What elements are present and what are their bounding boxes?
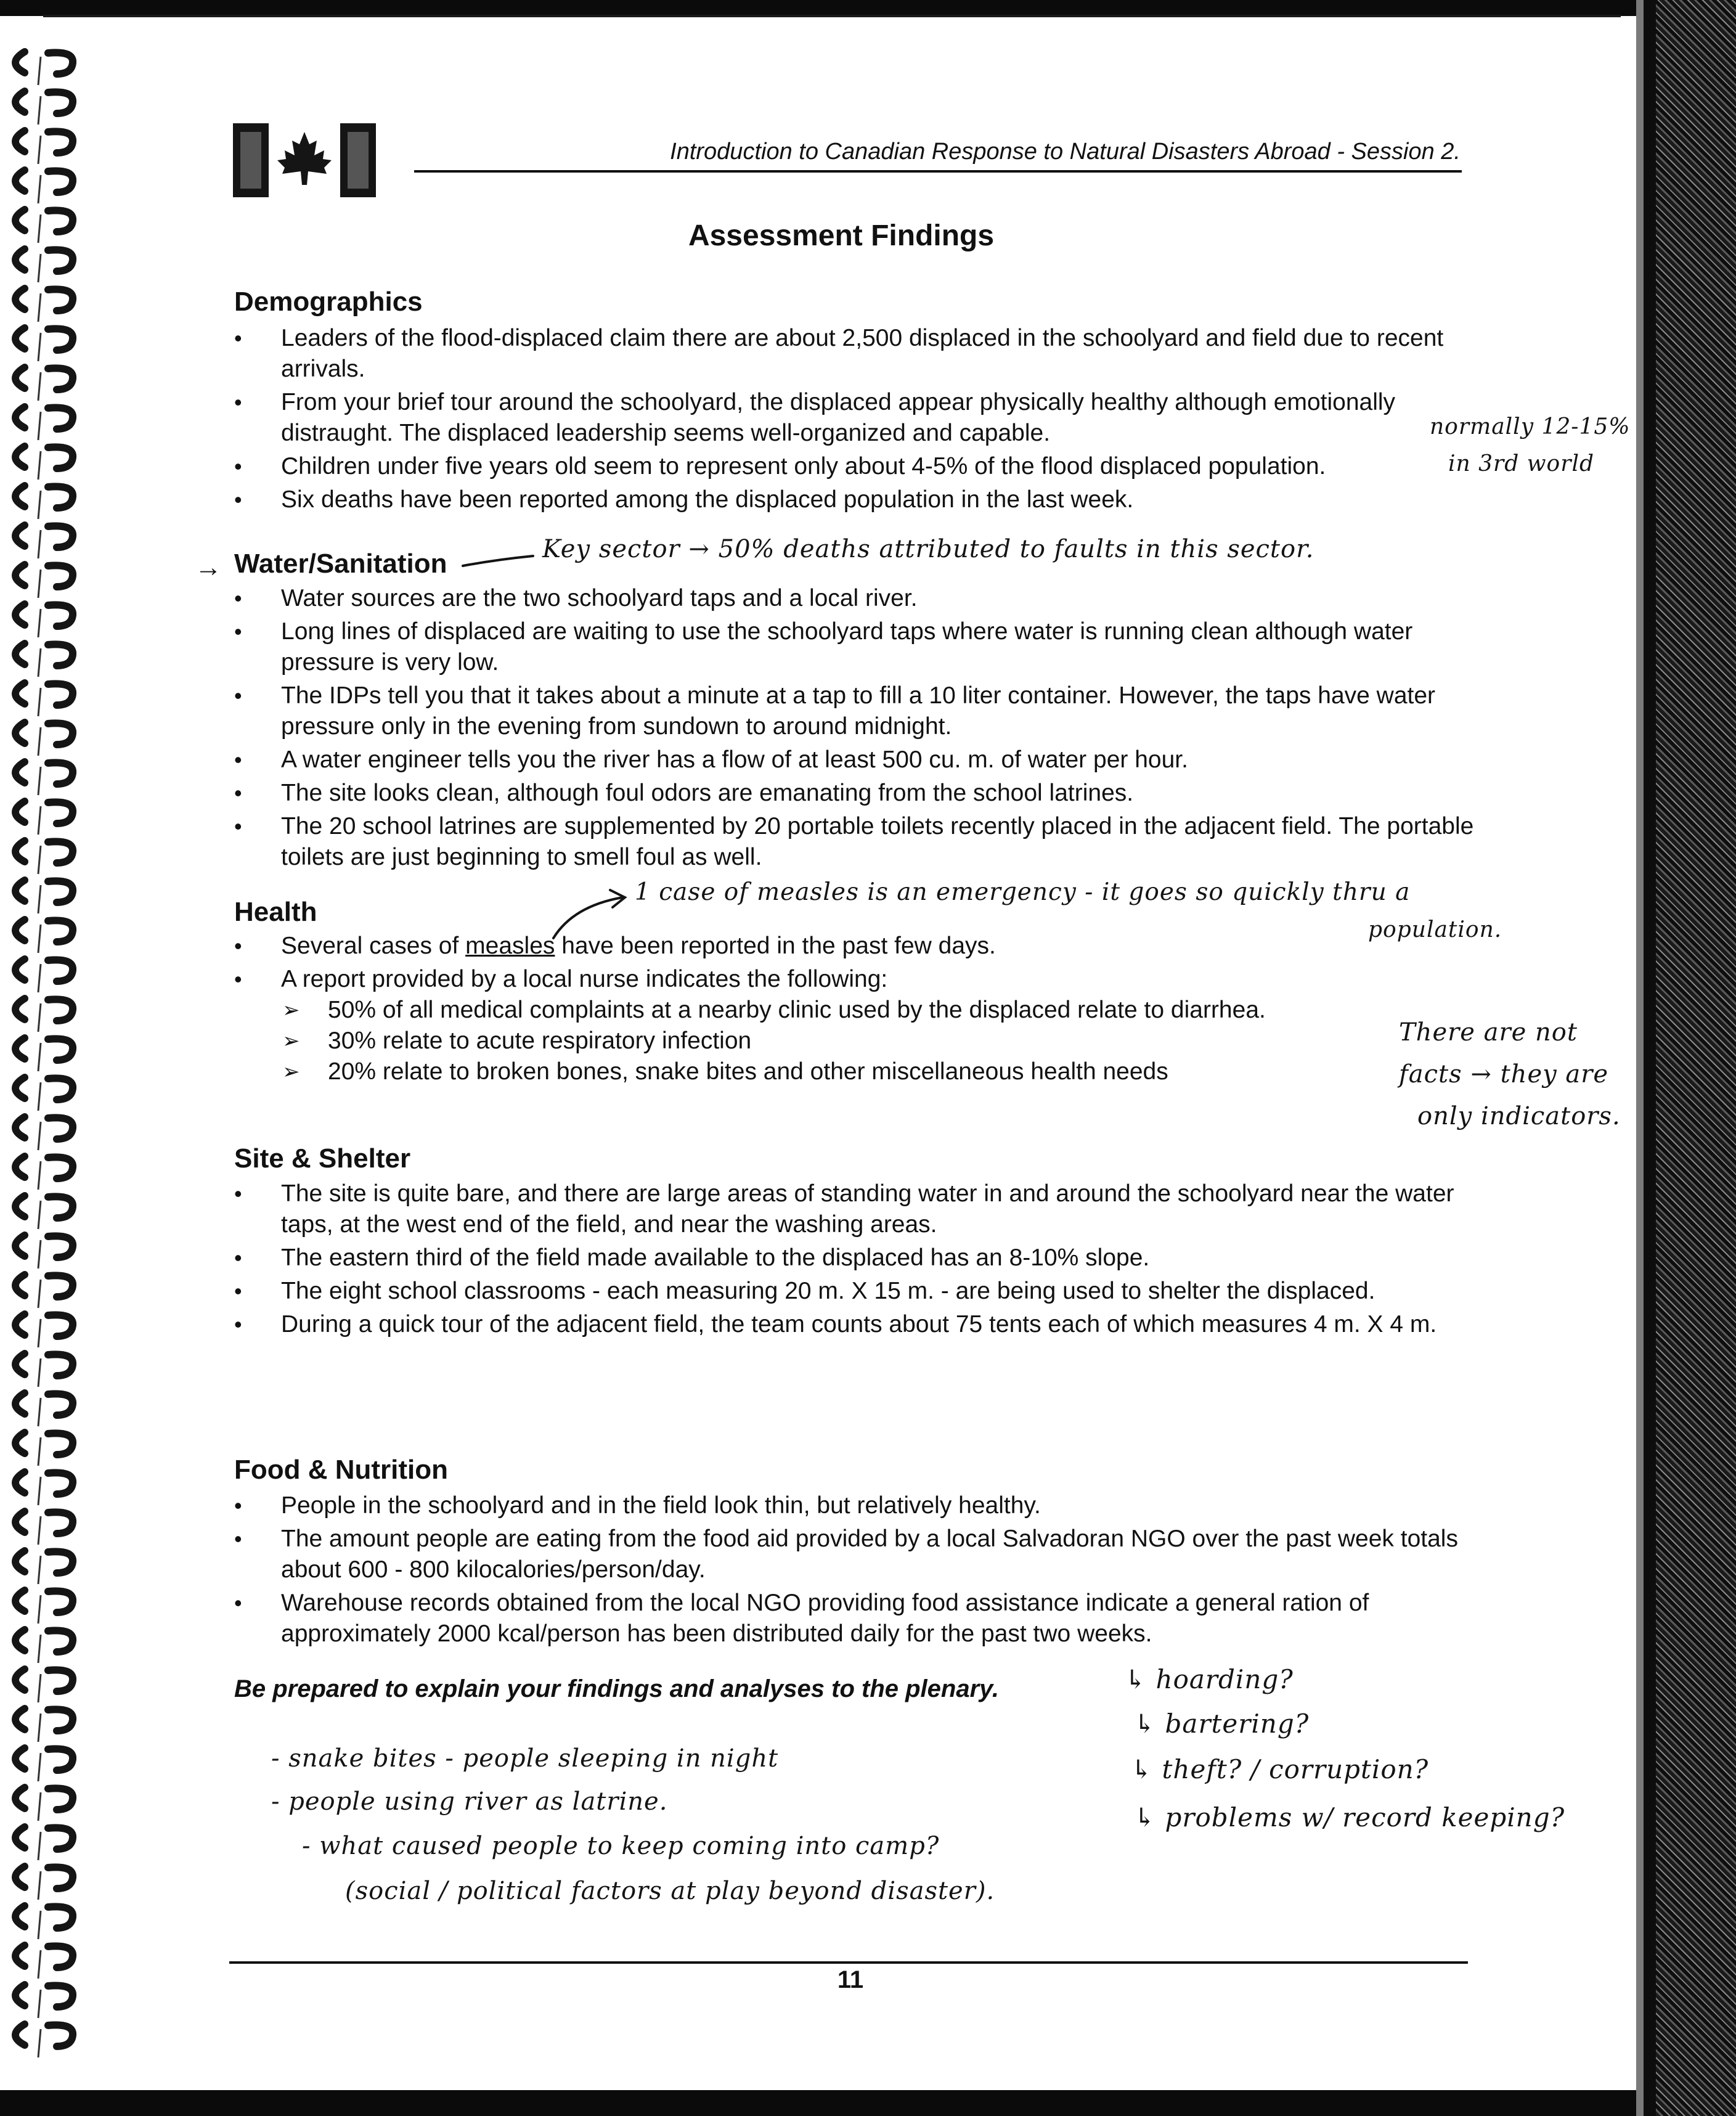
annotation-water: Key sector → 50% deaths attributed to faults in this sector. bbox=[542, 535, 1314, 563]
spiral-coil-left bbox=[15, 525, 25, 546]
spiral-coil-right bbox=[48, 250, 73, 271]
spiral-wire bbox=[38, 96, 41, 125]
spiral-wire bbox=[38, 1398, 41, 1426]
spiral-wire bbox=[38, 1792, 41, 1821]
spiral-coil-right bbox=[48, 92, 73, 113]
spiral-coil-left bbox=[15, 1511, 25, 1532]
spiral-coil-right bbox=[48, 1315, 73, 1336]
spiral-wire bbox=[38, 1003, 41, 1032]
spiral-coil-right bbox=[48, 1749, 73, 1770]
spiral-coil-left bbox=[15, 1196, 25, 1217]
list-item: • The eastern third of the field made available to the displaced has an 8-10% slope. bbox=[234, 1243, 1479, 1273]
spiral-coil-right bbox=[48, 684, 73, 705]
list-item: • The IDPs tell you that it takes about a minute at a tap to fill a 10 liter container. However, the taps have water pressure only in the evening from sundown to around midnight. bbox=[234, 680, 1479, 742]
spiral-coil-right bbox=[48, 1591, 73, 1612]
spiral-coil-left bbox=[15, 446, 25, 467]
spiral-coil-right bbox=[48, 960, 73, 981]
spiral-coil-left bbox=[15, 210, 25, 231]
list-item: • The 20 school latrines are supplemented by 20 portable toilets recently placed in the adjacent field. The portable toilets are just beginning to smell foul as well. bbox=[234, 811, 1479, 873]
spiral-wire bbox=[38, 1990, 41, 2018]
annotation-demographics-2: in 3rd world bbox=[1448, 451, 1594, 476]
spiral-coil-right bbox=[48, 881, 73, 902]
spiral-wire bbox=[38, 767, 41, 795]
spiral-wire bbox=[38, 1280, 41, 1308]
spiral-coil-right bbox=[48, 1394, 73, 1415]
heading-food-nutrition: Food & Nutrition bbox=[234, 1455, 449, 1485]
sub-list-item: ➢ 30% relate to acute respiratory infection bbox=[281, 1026, 1479, 1056]
spiral-wire bbox=[38, 1122, 41, 1150]
list-item: • A water engineer tells you the river has a flow of at least 500 cu. m. of water per hour. bbox=[234, 745, 1479, 775]
list-item bbox=[234, 964, 1479, 1087]
list-food-nutrition bbox=[234, 1490, 1479, 1652]
spiral-coil-right bbox=[48, 1473, 73, 1494]
spiral-wire bbox=[38, 57, 41, 85]
list-item: • From your brief tour around the schoolyard, the displaced appear physically healthy although emotionally distraught. The displaced leadership seems well-organized and capable. bbox=[234, 387, 1479, 449]
list-item: • Water sources are the two schoolyard taps and a local river. bbox=[234, 583, 1479, 614]
list-item: • During a quick tour of the adjacent field, the team counts about 75 tents each of which measures 4 m. X 4 m. bbox=[234, 1309, 1479, 1340]
spiral-coil-right bbox=[48, 329, 73, 350]
closing-instruction: Be prepared to explain your findings and analyses to the plenary. bbox=[234, 1675, 1000, 1702]
spiral-coil-right bbox=[48, 447, 73, 468]
spiral-coil-right bbox=[48, 1828, 73, 1849]
annotation-food-1: ↳ hoarding? bbox=[1125, 1664, 1294, 1694]
spiral-coil-left bbox=[15, 1827, 25, 1848]
spiral-coil-left bbox=[15, 1866, 25, 1887]
nurse-report-sublist bbox=[281, 995, 1479, 1087]
spiral-coil-right bbox=[48, 605, 73, 626]
spiral-coil-right bbox=[48, 1867, 73, 1889]
spiral-coil-left bbox=[15, 643, 25, 664]
list-item bbox=[234, 931, 1479, 962]
list-item: • Warehouse records obtained from the local NGO providing food assistance indicate a general ration of approximately 2000 kcal/person has been distributed daily for the past two weeks. bbox=[234, 1588, 1479, 1649]
spiral-wire bbox=[38, 1319, 41, 1347]
spiral-wire bbox=[38, 254, 41, 282]
spiral-wire bbox=[38, 136, 41, 164]
spiral-wire bbox=[38, 1832, 41, 1860]
measles-text-before: Several cases of bbox=[281, 933, 466, 959]
scan-bottom-edge bbox=[0, 2090, 1736, 2116]
spiral-coil-right bbox=[48, 841, 73, 863]
spiral-wire bbox=[38, 1753, 41, 1781]
spiral-coil-right bbox=[48, 1354, 73, 1376]
spiral-coil-right bbox=[48, 1906, 73, 1928]
spiral-coil-left bbox=[15, 920, 25, 941]
spiral-coil-right bbox=[48, 368, 73, 390]
spiral-coil-right bbox=[48, 1630, 73, 1652]
spiral-coil-right bbox=[48, 1709, 73, 1731]
spiral-wire bbox=[38, 2029, 41, 2057]
annotation-bottom-2: - people using river as latrine. bbox=[271, 1787, 668, 1816]
spiral-wire bbox=[38, 530, 41, 558]
annotation-health-2: population. bbox=[1368, 917, 1502, 942]
spiral-coil-left bbox=[15, 1669, 25, 1690]
spiral-wire bbox=[38, 846, 41, 874]
spiral-wire bbox=[38, 451, 41, 480]
spiral-wire bbox=[38, 1516, 41, 1545]
handwritten-arrow-mark: → bbox=[195, 552, 222, 582]
handwritten-arrow-stroke bbox=[548, 881, 635, 943]
spiral-wire bbox=[38, 1595, 41, 1624]
spiral-coil-right bbox=[48, 920, 73, 942]
spiral-coil-left bbox=[15, 131, 25, 152]
spiral-wire bbox=[38, 885, 41, 913]
scan-top-edge bbox=[0, 0, 1736, 16]
spiral-coil-right bbox=[48, 1078, 73, 1100]
spiral-coil-left bbox=[15, 1985, 25, 2006]
header-rule bbox=[414, 170, 1462, 173]
spiral-wire bbox=[38, 175, 41, 203]
spiral-coil-left bbox=[15, 1038, 25, 1059]
spiral-wire bbox=[38, 1082, 41, 1111]
list-item: • Six deaths have been reported among the displaced population in the last week. bbox=[234, 484, 1479, 515]
spiral-coil-left bbox=[15, 1906, 25, 1927]
spiral-wire bbox=[38, 1201, 41, 1229]
list-item: • The eight school classrooms - each measuring 20 m. X 15 m. - are being used to shelter the displaced. bbox=[234, 1276, 1479, 1307]
spiral-coil-left bbox=[15, 288, 25, 309]
spiral-coil-left bbox=[15, 762, 25, 783]
heading-health: Health bbox=[234, 897, 317, 927]
spiral-coil-left bbox=[15, 407, 25, 428]
spiral-wire bbox=[38, 1911, 41, 1939]
spiral-coil-left bbox=[15, 683, 25, 704]
spiral-wire bbox=[38, 214, 41, 243]
spiral-coil-left bbox=[15, 999, 25, 1019]
list-item: • The site looks clean, although foul odors are emanating from the school latrines. bbox=[234, 778, 1479, 809]
spiral-coil-left bbox=[15, 1117, 25, 1138]
spiral-coil-right bbox=[48, 644, 73, 666]
spiral-coil-left bbox=[15, 801, 25, 822]
spiral-coil-left bbox=[15, 959, 25, 980]
spiral-coil-left bbox=[15, 2024, 25, 2045]
spiral-coil-left bbox=[15, 1314, 25, 1335]
spiral-wire bbox=[38, 1950, 41, 1979]
spiral-wire bbox=[38, 1477, 41, 1505]
scan-top-rule bbox=[43, 15, 1621, 17]
spiral-coil-left bbox=[15, 249, 25, 270]
spiral-coil-left bbox=[15, 1630, 25, 1651]
list-site-shelter bbox=[234, 1179, 1479, 1342]
spiral-wire bbox=[38, 925, 41, 953]
spiral-coil-left bbox=[15, 328, 25, 349]
spiral-coil-left bbox=[15, 1393, 25, 1414]
spiral-coil-left bbox=[15, 1275, 25, 1296]
spiral-wire bbox=[38, 727, 41, 756]
spiral-coil-right bbox=[48, 1946, 73, 1967]
spiral-coil-right bbox=[48, 1275, 73, 1297]
spiral-wire bbox=[38, 688, 41, 716]
footer-rule bbox=[229, 1961, 1468, 1964]
annotation-bottom-3: - what caused people to keep coming into camp? bbox=[302, 1832, 940, 1860]
spiral-coil-right bbox=[48, 2025, 73, 2046]
sub-list-item: ➢ 20% relate to broken bones, snake bites and other miscellaneous health needs bbox=[281, 1056, 1479, 1087]
spiral-coil-right bbox=[48, 526, 73, 547]
spiral-coil-right bbox=[48, 1117, 73, 1139]
spiral-coil-right bbox=[48, 52, 73, 74]
spiral-wire bbox=[38, 412, 41, 440]
spiral-coil-left bbox=[15, 1235, 25, 1256]
spiral-coil-left bbox=[15, 91, 25, 112]
measles-word: measles bbox=[465, 933, 555, 959]
list-item: • The amount people are eating from the food aid provided by a local Salvadoran NGO over the past week totals about 600 - 800 kilocalories/person/day. bbox=[234, 1524, 1479, 1585]
header-title: Introduction to Canadian Response to Natural Disasters Abroad - Session 2. bbox=[670, 139, 1461, 165]
spiral-coil-left bbox=[15, 1551, 25, 1572]
spiral-coil-right bbox=[48, 1788, 73, 1810]
spiral-wire bbox=[38, 333, 41, 361]
annotation-facts-2: facts → they are bbox=[1399, 1060, 1609, 1089]
spiral-coil-left bbox=[15, 1354, 25, 1375]
spiral-coil-left bbox=[15, 486, 25, 507]
spiral-coil-right bbox=[48, 762, 73, 784]
list-item: • Children under five years old seem to represent only about 4-5% of the flood displaced population. bbox=[234, 451, 1479, 482]
spiral-wire bbox=[38, 1871, 41, 1900]
spiral-wire bbox=[38, 1437, 41, 1466]
nurse-report-text: A report provided by a local nurse indicates the following: bbox=[281, 966, 888, 992]
spiral-coil-right bbox=[48, 1196, 73, 1218]
spiral-coil-left bbox=[15, 1472, 25, 1493]
spiral-coil-left bbox=[15, 565, 25, 586]
spiral-wire bbox=[38, 491, 41, 519]
spiral-wire bbox=[38, 1240, 41, 1268]
spiral-coil-left bbox=[15, 1432, 25, 1453]
spiral-coil-left bbox=[15, 1590, 25, 1611]
spiral-coil-left bbox=[15, 367, 25, 388]
spiral-coil-left bbox=[15, 1156, 25, 1177]
list-item: • The site is quite bare, and there are large areas of standing water in and around the schoolyard near the water taps, at the west end of the field, and near the washing areas. bbox=[234, 1179, 1479, 1240]
list-health bbox=[234, 931, 1479, 1090]
spiral-coil-right bbox=[48, 1157, 73, 1179]
spiral-wire bbox=[38, 372, 41, 401]
annotation-facts-1: There are not bbox=[1399, 1018, 1578, 1047]
list-item: • People in the schoolyard and in the field look thin, but relatively healthy. bbox=[234, 1490, 1479, 1521]
spiral-wire bbox=[38, 1556, 41, 1584]
spiral-wire bbox=[38, 293, 41, 322]
spiral-coil-left bbox=[15, 604, 25, 625]
spiral-coil-left bbox=[15, 1709, 25, 1730]
spiral-wire bbox=[38, 1635, 41, 1663]
annotation-health-1: 1 case of measles is an emergency - it goes so quickly thru a bbox=[635, 878, 1411, 906]
spiral-wire bbox=[38, 1674, 41, 1702]
heading-demographics: Demographics bbox=[234, 287, 423, 317]
spiral-coil-right bbox=[48, 486, 73, 508]
annotation-bottom-4: (social / political factors at play beyond disaster). bbox=[345, 1877, 995, 1905]
spiral-coil-right bbox=[48, 407, 73, 429]
spiral-wire bbox=[38, 570, 41, 598]
list-water-sanitation bbox=[234, 583, 1479, 875]
spiral-wire bbox=[38, 648, 41, 677]
spiral-coil-right bbox=[48, 289, 73, 311]
spiral-wire bbox=[38, 806, 41, 835]
canada-flag-logo bbox=[233, 123, 376, 197]
heading-site-shelter: Site & Shelter bbox=[234, 1143, 411, 1174]
spiral-coil-right bbox=[48, 565, 73, 587]
spiral-wire bbox=[38, 1161, 41, 1190]
annotation-food-2: ↳ bartering? bbox=[1134, 1709, 1310, 1739]
spiral-coil-right bbox=[48, 999, 73, 1021]
spiral-coil-right bbox=[48, 1551, 73, 1573]
spiral-coil-left bbox=[15, 1945, 25, 1966]
spiral-coil-left bbox=[15, 1748, 25, 1769]
heading-water-sanitation: Water/Sanitation bbox=[234, 549, 447, 579]
spiral-coil-left bbox=[15, 880, 25, 901]
spiral-coil-right bbox=[48, 210, 73, 232]
spiral-coil-right bbox=[48, 171, 73, 192]
annotation-facts-3: only indicators. bbox=[1417, 1102, 1621, 1130]
spiral-coil-right bbox=[48, 802, 73, 823]
annotation-food-3: ↳ theft? / corruption? bbox=[1131, 1754, 1429, 1784]
page-number: 11 bbox=[837, 1966, 864, 1993]
list-item: • Leaders of the flood-displaced claim there are about 2,500 displaced in the schoolyard and field due to recent arrivals. bbox=[234, 323, 1479, 385]
spiral-coil-right bbox=[48, 1236, 73, 1257]
spiral-coil-left bbox=[15, 52, 25, 73]
scan-right-edge bbox=[1656, 0, 1736, 2116]
annotation-demographics-1: normally 12-15% bbox=[1430, 414, 1631, 439]
spiral-coil-left bbox=[15, 722, 25, 743]
spiral-coil-right bbox=[48, 1039, 73, 1060]
spiral-wire bbox=[38, 1043, 41, 1071]
spiral-wire bbox=[38, 964, 41, 992]
page-title: Assessment Findings bbox=[688, 219, 995, 252]
spiral-binding bbox=[0, 37, 117, 2059]
spiral-coil-left bbox=[15, 1077, 25, 1098]
annotation-food-4: ↳ problems w/ record keeping? bbox=[1134, 1802, 1565, 1832]
spiral-wire bbox=[38, 1714, 41, 1742]
sub-list-item: ➢ 50% of all medical complaints at a nearby clinic used by the displaced relate to diarrhea. bbox=[281, 995, 1479, 1026]
spiral-coil-left bbox=[15, 1787, 25, 1808]
spiral-coil-left bbox=[15, 841, 25, 862]
list-item: • Long lines of displaced are waiting to use the schoolyard taps where water is running clean although water pressure is very low. bbox=[234, 616, 1479, 678]
spiral-coil-right bbox=[48, 1985, 73, 2007]
spiral-coil-right bbox=[48, 1670, 73, 1691]
spiral-wire bbox=[38, 609, 41, 637]
spiral-wire bbox=[38, 1358, 41, 1387]
list-demographics bbox=[234, 323, 1479, 518]
spiral-coil-right bbox=[48, 1433, 73, 1455]
spiral-coil-right bbox=[48, 1512, 73, 1534]
annotation-bottom-1: - snake bites - people sleeping in night bbox=[271, 1744, 779, 1773]
spiral-coil-left bbox=[15, 170, 25, 191]
spiral-coil-right bbox=[48, 723, 73, 745]
spiral-coil-right bbox=[48, 131, 73, 153]
measles-text-after: have been reported in the past few days. bbox=[555, 933, 996, 959]
